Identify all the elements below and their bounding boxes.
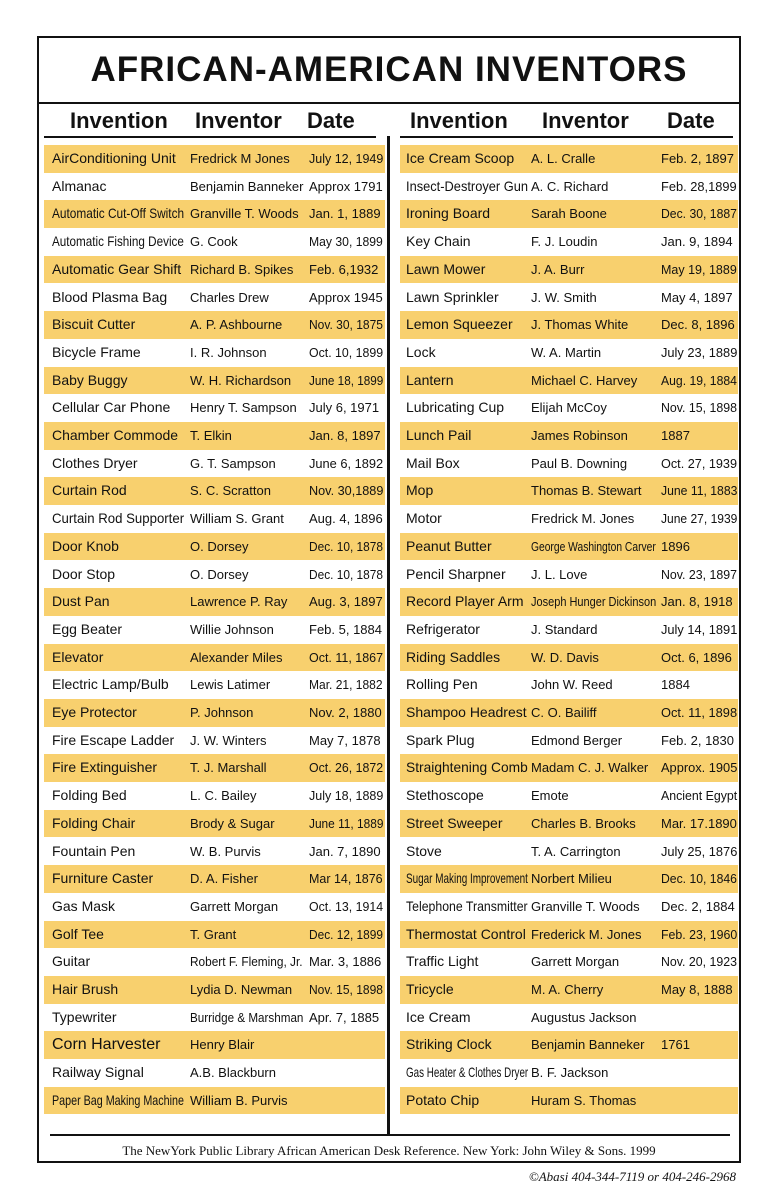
right-invention-cell: Thermostat Control bbox=[406, 925, 526, 942]
left-inventor-cell: Brody & Sugar bbox=[190, 815, 275, 831]
right-table-row bbox=[400, 1087, 738, 1115]
left-inventor-cell: T. Grant bbox=[190, 926, 237, 942]
left-invention-cell: Automatic Cut-Off Switch bbox=[52, 205, 185, 222]
left-inventor-cell: J. W. Winters bbox=[190, 732, 267, 748]
left-date-cell: Mar. 21, 1882 bbox=[309, 677, 383, 693]
left-inventor-cell: William B. Purvis bbox=[190, 1092, 288, 1108]
right-date-cell: May 19, 1889 bbox=[661, 261, 737, 277]
left-inventor-cell: W. H. Richardson bbox=[190, 372, 292, 388]
left-date-cell: Nov. 30,1889 bbox=[309, 483, 384, 499]
right-date-cell: Mar. 17.1890 bbox=[661, 815, 737, 831]
right-table-row bbox=[400, 671, 738, 699]
right-date-cell: Dec. 8, 1896 bbox=[661, 317, 735, 333]
right-invention-cell: Ironing Board bbox=[406, 205, 491, 222]
right-invention-cell: Ice Cream Scoop bbox=[406, 150, 515, 166]
left-header-invention: Invention bbox=[70, 108, 168, 133]
left-date-cell: Approx 1791 bbox=[309, 178, 383, 194]
left-inventor-cell: Charles Drew bbox=[190, 289, 269, 305]
right-inventor-cell: George Washington Carver bbox=[531, 538, 656, 554]
left-invention-cell: Almanac bbox=[52, 177, 107, 194]
left-invention-cell: Chamber Commode bbox=[52, 427, 179, 443]
right-inventor-cell: W. A. Martin bbox=[531, 344, 602, 360]
left-date-cell: Dec. 10, 1878 bbox=[309, 538, 383, 554]
right-date-cell: Jan. 8, 1918 bbox=[661, 594, 733, 610]
left-date-cell: June 18, 1899 bbox=[309, 372, 384, 388]
left-date-cell: Oct. 26, 1872 bbox=[309, 760, 384, 776]
left-table-row bbox=[44, 367, 385, 395]
right-date-cell: Dec. 10, 1846 bbox=[661, 871, 737, 887]
right-inventor-cell: Garrett Morgan bbox=[531, 954, 620, 970]
left-date-cell: June 6, 1892 bbox=[309, 455, 384, 471]
left-table-row bbox=[44, 394, 385, 422]
right-table-row bbox=[400, 367, 738, 395]
right-inventor-cell: T. A. Carrington bbox=[531, 843, 621, 859]
left-date-cell: Oct. 10, 1899 bbox=[309, 344, 384, 360]
left-table-row bbox=[44, 893, 385, 921]
right-invention-cell: Peanut Butter bbox=[406, 537, 492, 554]
left-date-cell: July 6, 1971 bbox=[309, 400, 380, 416]
right-table-row bbox=[400, 588, 738, 616]
right-inventor-cell: Augustus Jackson bbox=[531, 1009, 637, 1025]
left-inventor-cell: Alexander Miles bbox=[190, 649, 283, 665]
right-invention-cell: Straightening Comb bbox=[406, 759, 528, 776]
left-invention-cell: Eye Protector bbox=[52, 704, 137, 720]
left-invention-cell: AirConditioning Unit bbox=[52, 150, 176, 166]
left-table-row bbox=[44, 145, 385, 173]
left-invention-cell: Fire Extinguisher bbox=[52, 759, 158, 776]
left-table-row bbox=[44, 699, 385, 727]
left-table-row bbox=[44, 339, 385, 367]
left-invention-cell: Biscuit Cutter bbox=[52, 316, 136, 333]
right-invention-cell: Spark Plug bbox=[406, 731, 475, 748]
right-date-cell: Oct. 11, 1898 bbox=[661, 705, 738, 720]
left-date-cell: Oct. 13, 1914 bbox=[309, 898, 384, 914]
left-date-cell: Mar. 3, 1886 bbox=[309, 954, 382, 970]
left-table-row bbox=[44, 948, 385, 976]
left-table-row bbox=[44, 754, 385, 782]
left-inventor-cell: Burridge & Marshman bbox=[190, 1009, 304, 1025]
title-divider-tick bbox=[739, 102, 741, 108]
right-date-cell: Approx. 1905 bbox=[661, 760, 738, 776]
right-invention-cell: Lock bbox=[406, 343, 436, 360]
left-date-cell: July 18, 1889 bbox=[309, 788, 384, 804]
right-table-row bbox=[400, 644, 738, 672]
left-table-row bbox=[44, 976, 385, 1004]
left-date-cell: Approx 1945 bbox=[309, 289, 383, 305]
right-table-row bbox=[400, 422, 738, 450]
right-inventor-cell: B. F. Jackson bbox=[531, 1065, 609, 1081]
right-inventor-cell: Thomas B. Stewart bbox=[531, 483, 642, 499]
right-inventor-cell: J. L. Love bbox=[531, 566, 588, 582]
left-invention-cell: Automatic Gear Shift bbox=[52, 260, 182, 277]
left-table-row bbox=[44, 228, 385, 256]
right-inventor-cell: C. O. Bailiff bbox=[531, 705, 597, 720]
left-inventor-cell: Willie Johnson bbox=[190, 621, 274, 637]
right-table-row bbox=[400, 256, 738, 284]
right-invention-cell: Striking Clock bbox=[406, 1036, 492, 1053]
right-inventor-cell: J. Thomas White bbox=[531, 317, 629, 333]
right-invention-cell: Mop bbox=[406, 482, 434, 499]
right-inventor-cell: Norbert Milieu bbox=[531, 871, 612, 887]
right-table-row bbox=[400, 228, 738, 256]
right-date-cell: 1887 bbox=[661, 428, 690, 443]
right-invention-cell: Key Chain bbox=[406, 233, 471, 250]
right-table-row bbox=[400, 616, 738, 644]
left-table-row bbox=[44, 173, 385, 201]
right-date-cell: Oct. 27, 1939 bbox=[661, 455, 738, 471]
right-header-inventor: Inventor bbox=[542, 108, 629, 133]
right-inventor-cell: Huram S. Thomas bbox=[531, 1092, 637, 1108]
left-inventor-cell: O. Dorsey bbox=[190, 538, 249, 554]
right-table-row bbox=[400, 477, 738, 505]
right-date-cell: Aug. 19, 1884 bbox=[661, 372, 737, 388]
right-invention-cell: Telephone Transmitter bbox=[406, 897, 528, 914]
left-inventor-cell: A. P. Ashbourne bbox=[190, 317, 283, 333]
right-invention-cell: Refrigerator bbox=[406, 620, 480, 637]
left-invention-cell: Electric Lamp/Bulb bbox=[52, 676, 169, 693]
right-date-cell: May 4, 1897 bbox=[661, 289, 733, 305]
right-inventor-cell: Edmond Berger bbox=[531, 732, 623, 748]
right-date-cell: Nov. 23, 1897 bbox=[661, 566, 737, 582]
right-invention-cell: Motor bbox=[406, 510, 442, 527]
right-date-cell: Dec. 2, 1884 bbox=[661, 898, 735, 914]
right-inventor-cell: Granville T. Woods bbox=[531, 898, 640, 914]
right-invention-cell: Stove bbox=[406, 842, 442, 859]
right-inventor-cell: James Robinson bbox=[531, 428, 628, 443]
right-invention-cell: Rolling Pen bbox=[406, 676, 478, 693]
left-inventor-cell: A.B. Blackburn bbox=[190, 1065, 276, 1081]
right-inventor-cell: Joseph Hunger Dickinson bbox=[531, 594, 657, 610]
right-inventor-cell: J. W. Smith bbox=[531, 289, 597, 305]
left-invention-cell: Clothes Dryer bbox=[52, 454, 138, 471]
column-divider bbox=[387, 136, 390, 1135]
right-inventor-cell: F. J. Loudin bbox=[531, 234, 598, 250]
right-invention-cell: Gas Heater & Clothes Dryer bbox=[406, 1064, 529, 1081]
right-date-cell: Feb. 2, 1897 bbox=[661, 151, 734, 166]
right-invention-cell: Lawn Sprinkler bbox=[406, 288, 499, 305]
right-inventor-cell: J. A. Burr bbox=[531, 261, 585, 277]
right-date-cell: Feb. 2, 1830 bbox=[661, 732, 734, 748]
left-table-row bbox=[44, 450, 385, 478]
left-inventor-cell: O. Dorsey bbox=[190, 566, 249, 582]
right-invention-cell: Riding Saddles bbox=[406, 648, 501, 665]
right-inventor-cell: A. C. Richard bbox=[531, 178, 609, 194]
right-table-row bbox=[400, 1031, 738, 1059]
left-invention-cell: Railway Signal bbox=[52, 1064, 144, 1081]
left-table-row bbox=[44, 644, 385, 672]
left-invention-cell: Elevator bbox=[52, 648, 104, 665]
left-table-row bbox=[44, 1004, 385, 1032]
left-invention-cell: Dust Pan bbox=[52, 593, 110, 610]
right-inventor-cell: Michael C. Harvey bbox=[531, 372, 638, 388]
left-date-cell: Jan. 1, 1889 bbox=[309, 206, 381, 222]
left-table-row bbox=[44, 1031, 385, 1059]
page-title: AFRICAN-AMERICAN INVENTORS bbox=[90, 50, 688, 89]
right-table-row bbox=[400, 394, 738, 422]
left-invention-cell: Fire Escape Ladder bbox=[52, 731, 175, 748]
right-table-row bbox=[400, 173, 738, 201]
left-invention-cell: Typewriter bbox=[52, 1008, 117, 1025]
right-table-row bbox=[400, 284, 738, 312]
right-table-row bbox=[400, 505, 738, 533]
left-date-cell: May 7, 1878 bbox=[309, 732, 381, 748]
left-inventor-cell: G. Cook bbox=[190, 234, 238, 250]
left-invention-cell: Corn Harvester bbox=[52, 1036, 161, 1054]
right-invention-cell: Mail Box bbox=[406, 454, 460, 471]
left-inventor-cell: G. T. Sampson bbox=[190, 455, 276, 471]
left-inventor-cell: T. Elkin bbox=[190, 428, 232, 443]
left-date-cell: July 12, 1949 bbox=[309, 151, 384, 166]
left-inventor-cell: Lawrence P. Ray bbox=[190, 594, 288, 610]
left-inventor-cell: Henry T. Sampson bbox=[190, 400, 297, 416]
left-table-row bbox=[44, 1087, 385, 1115]
left-table-row bbox=[44, 782, 385, 810]
left-table-row bbox=[44, 1059, 385, 1087]
left-table-row bbox=[44, 311, 385, 339]
right-invention-cell: Shampoo Headrest bbox=[406, 704, 527, 720]
right-invention-cell: Ice Cream bbox=[406, 1008, 471, 1025]
left-inventor-cell: Benjamin Banneker bbox=[190, 178, 304, 194]
right-invention-cell: Lubricating Cup bbox=[406, 399, 505, 416]
right-inventor-cell: Charles B. Brooks bbox=[531, 815, 636, 831]
left-invention-cell: Door Stop bbox=[52, 565, 116, 582]
left-invention-cell: Paper Bag Making Machine bbox=[52, 1091, 184, 1108]
left-table-row bbox=[44, 671, 385, 699]
right-date-cell: June 27, 1939 bbox=[661, 511, 738, 527]
right-invention-cell: Tricycle bbox=[406, 981, 454, 997]
right-date-cell: 1884 bbox=[661, 677, 690, 693]
left-inventor-cell: William S. Grant bbox=[190, 511, 284, 527]
left-table-row bbox=[44, 838, 385, 866]
right-date-cell: Nov. 20, 1923 bbox=[661, 954, 737, 970]
left-table-row bbox=[44, 921, 385, 949]
right-table-row bbox=[400, 1004, 738, 1032]
right-invention-cell: Record Player Arm bbox=[406, 593, 524, 610]
right-table-row bbox=[400, 754, 738, 782]
right-table-row bbox=[400, 976, 738, 1004]
right-date-cell: Ancient Egypt bbox=[661, 788, 738, 804]
right-table-row bbox=[400, 948, 738, 976]
right-date-cell: Dec. 30, 1887 bbox=[661, 206, 737, 222]
right-table-row bbox=[400, 1059, 738, 1087]
right-date-cell: 1761 bbox=[661, 1037, 690, 1053]
right-inventor-cell: Benjamin Banneker bbox=[531, 1037, 645, 1053]
left-inventor-cell: P. Johnson bbox=[190, 705, 254, 720]
left-invention-cell: Gas Mask bbox=[52, 897, 116, 914]
left-date-cell: Mar 14, 1876 bbox=[309, 871, 383, 887]
right-table-row bbox=[400, 533, 738, 561]
left-inventor-cell: L. C. Bailey bbox=[190, 788, 257, 804]
left-table-row bbox=[44, 727, 385, 755]
left-invention-cell: Curtain Rod Supporter bbox=[52, 510, 185, 527]
right-inventor-cell: Emote bbox=[531, 788, 569, 804]
right-table-row bbox=[400, 200, 738, 228]
left-inventor-cell: T. J. Marshall bbox=[190, 760, 267, 776]
right-table-row bbox=[400, 893, 738, 921]
left-invention-cell: Fountain Pen bbox=[52, 842, 136, 859]
left-inventor-cell: Garrett Morgan bbox=[190, 898, 279, 914]
left-invention-cell: Hair Brush bbox=[52, 981, 119, 997]
left-invention-cell: Furniture Caster bbox=[52, 870, 154, 887]
left-invention-cell: Folding Chair bbox=[52, 814, 136, 831]
right-inventor-cell: Sarah Boone bbox=[531, 206, 607, 222]
right-header-date: Date bbox=[667, 108, 715, 133]
footer-citation: The NewYork Public Library African American Desk Reference. New York: John Wiley & Sons. 1999 bbox=[122, 1143, 656, 1158]
left-table-row bbox=[44, 865, 385, 893]
left-inventor-cell: Fredrick M Jones bbox=[190, 151, 290, 166]
left-inventor-cell: W. B. Purvis bbox=[190, 843, 261, 859]
right-inventor-cell: Fredrick M. Jones bbox=[531, 511, 635, 527]
left-date-cell: Jan. 8, 1897 bbox=[309, 428, 381, 443]
right-invention-cell: Lawn Mower bbox=[406, 260, 486, 277]
left-date-cell: Nov. 2, 1880 bbox=[309, 705, 382, 720]
right-table-row bbox=[400, 699, 738, 727]
left-table-row bbox=[44, 616, 385, 644]
left-table-row bbox=[44, 477, 385, 505]
left-table-row bbox=[44, 256, 385, 284]
right-date-cell: July 23, 1889 bbox=[661, 344, 738, 360]
left-invention-cell: Baby Buggy bbox=[52, 371, 128, 388]
right-inventor-cell: M. A. Cherry bbox=[531, 982, 604, 997]
left-invention-cell: Golf Tee bbox=[52, 925, 104, 942]
right-inventor-cell: Paul B. Downing bbox=[531, 455, 628, 471]
left-table-row bbox=[44, 810, 385, 838]
right-invention-cell: Potato Chip bbox=[406, 1091, 480, 1108]
left-date-cell: Dec. 10, 1878 bbox=[309, 566, 383, 582]
left-table-row bbox=[44, 533, 385, 561]
right-table-row bbox=[400, 311, 738, 339]
left-invention-cell: Egg Beater bbox=[52, 620, 123, 637]
right-table-row bbox=[400, 838, 738, 866]
left-header-rule bbox=[44, 136, 376, 138]
left-table-row bbox=[44, 505, 385, 533]
right-inventor-cell: Elijah McCoy bbox=[531, 400, 607, 416]
right-date-cell: May 8, 1888 bbox=[661, 982, 733, 997]
left-date-cell: Feb. 6,1932 bbox=[309, 261, 379, 277]
right-date-cell: June 11, 1883 bbox=[661, 483, 738, 499]
left-date-cell: Oct. 11, 1867 bbox=[309, 649, 384, 665]
right-invention-cell: Insect-Destroyer Gun bbox=[406, 177, 529, 194]
left-inventor-cell: Granville T. Woods bbox=[190, 206, 299, 222]
right-date-cell: Nov. 15, 1898 bbox=[661, 400, 737, 416]
right-invention-cell: Pencil Sharpner bbox=[406, 565, 506, 582]
credit-line: ©Abasi 404-344-7119 or 404-246-2968 bbox=[528, 1169, 736, 1184]
left-invention-cell: Door Knob bbox=[52, 537, 119, 554]
right-invention-cell: Street Sweeper bbox=[406, 814, 503, 831]
right-invention-cell: Stethoscope bbox=[406, 787, 484, 804]
right-inventor-cell: Madam C. J. Walker bbox=[531, 760, 649, 776]
right-date-cell: July 14, 1891 bbox=[661, 621, 738, 637]
title-divider bbox=[37, 102, 741, 104]
right-table-row bbox=[400, 145, 738, 173]
left-date-cell: Aug. 3, 1897 bbox=[309, 594, 383, 610]
left-header-inventor: Inventor bbox=[195, 108, 282, 133]
right-date-cell: Oct. 6, 1896 bbox=[661, 649, 732, 665]
right-date-cell: 1896 bbox=[661, 538, 690, 554]
right-invention-cell: Lantern bbox=[406, 371, 454, 388]
right-invention-cell: Sugar Making Improvement bbox=[406, 870, 528, 887]
right-date-cell: Jan. 9, 1894 bbox=[661, 234, 733, 250]
left-inventor-cell: S. C. Scratton bbox=[190, 483, 271, 499]
left-inventor-cell: Robert F. Fleming, Jr. bbox=[190, 954, 303, 970]
right-inventor-cell: Frederick M. Jones bbox=[531, 926, 642, 942]
left-date-cell: Apr. 7, 1885 bbox=[309, 1009, 380, 1025]
right-inventor-cell: J. Standard bbox=[531, 621, 598, 637]
right-inventor-cell: W. D. Davis bbox=[531, 649, 599, 665]
right-table-row bbox=[400, 561, 738, 589]
right-header-invention: Invention bbox=[410, 108, 508, 133]
left-inventor-cell: D. A. Fisher bbox=[190, 871, 258, 887]
right-header-rule bbox=[400, 136, 733, 138]
right-table-row bbox=[400, 865, 738, 893]
left-table-row bbox=[44, 422, 385, 450]
right-inventor-cell: A. L. Cralle bbox=[531, 151, 596, 166]
right-date-cell: Feb. 28,1899 bbox=[661, 178, 737, 194]
left-invention-cell: Guitar bbox=[52, 953, 91, 970]
left-inventor-cell: Lewis Latimer bbox=[190, 677, 271, 693]
left-table-row bbox=[44, 561, 385, 589]
left-inventor-cell: I. R. Johnson bbox=[190, 344, 267, 360]
left-inventor-cell: Lydia D. Newman bbox=[190, 982, 293, 997]
left-invention-cell: Curtain Rod bbox=[52, 482, 127, 499]
left-inventor-cell: Henry Blair bbox=[190, 1037, 255, 1053]
right-table-row bbox=[400, 450, 738, 478]
right-invention-cell: Lemon Squeezer bbox=[406, 316, 513, 333]
left-invention-cell: Bicycle Frame bbox=[52, 343, 141, 360]
left-date-cell: Jan. 7, 1890 bbox=[309, 843, 381, 859]
right-invention-cell: Traffic Light bbox=[406, 953, 479, 970]
left-table-row bbox=[44, 200, 385, 228]
right-table-row bbox=[400, 339, 738, 367]
right-table-row bbox=[400, 782, 738, 810]
left-date-cell: Dec. 12, 1899 bbox=[309, 926, 383, 942]
left-date-cell: June 11, 1889 bbox=[309, 815, 384, 831]
left-date-cell: Aug. 4, 1896 bbox=[309, 511, 383, 527]
footer-rule bbox=[50, 1134, 730, 1136]
left-date-cell: May 30, 1899 bbox=[309, 234, 383, 250]
left-table-row bbox=[44, 284, 385, 312]
left-header-date: Date bbox=[307, 108, 355, 133]
left-invention-cell: Blood Plasma Bag bbox=[52, 288, 168, 305]
right-table-row bbox=[400, 921, 738, 949]
left-invention-cell: Automatic Fishing Device bbox=[52, 233, 184, 250]
left-invention-cell: Folding Bed bbox=[52, 787, 127, 804]
right-inventor-cell: John W. Reed bbox=[531, 677, 613, 693]
left-invention-cell: Cellular Car Phone bbox=[52, 399, 171, 416]
left-date-cell: Feb. 5, 1884 bbox=[309, 621, 382, 637]
right-table-row bbox=[400, 810, 738, 838]
left-date-cell: Nov. 15, 1898 bbox=[309, 982, 383, 997]
left-date-cell: Nov. 30, 1875 bbox=[309, 317, 383, 333]
right-date-cell: Feb. 23, 1960 bbox=[661, 926, 738, 942]
right-date-cell: July 25, 1876 bbox=[661, 843, 738, 859]
right-invention-cell: Lunch Pail bbox=[406, 427, 472, 443]
left-inventor-cell: Richard B. Spikes bbox=[190, 261, 294, 277]
right-table-row bbox=[400, 727, 738, 755]
left-table-row bbox=[44, 588, 385, 616]
